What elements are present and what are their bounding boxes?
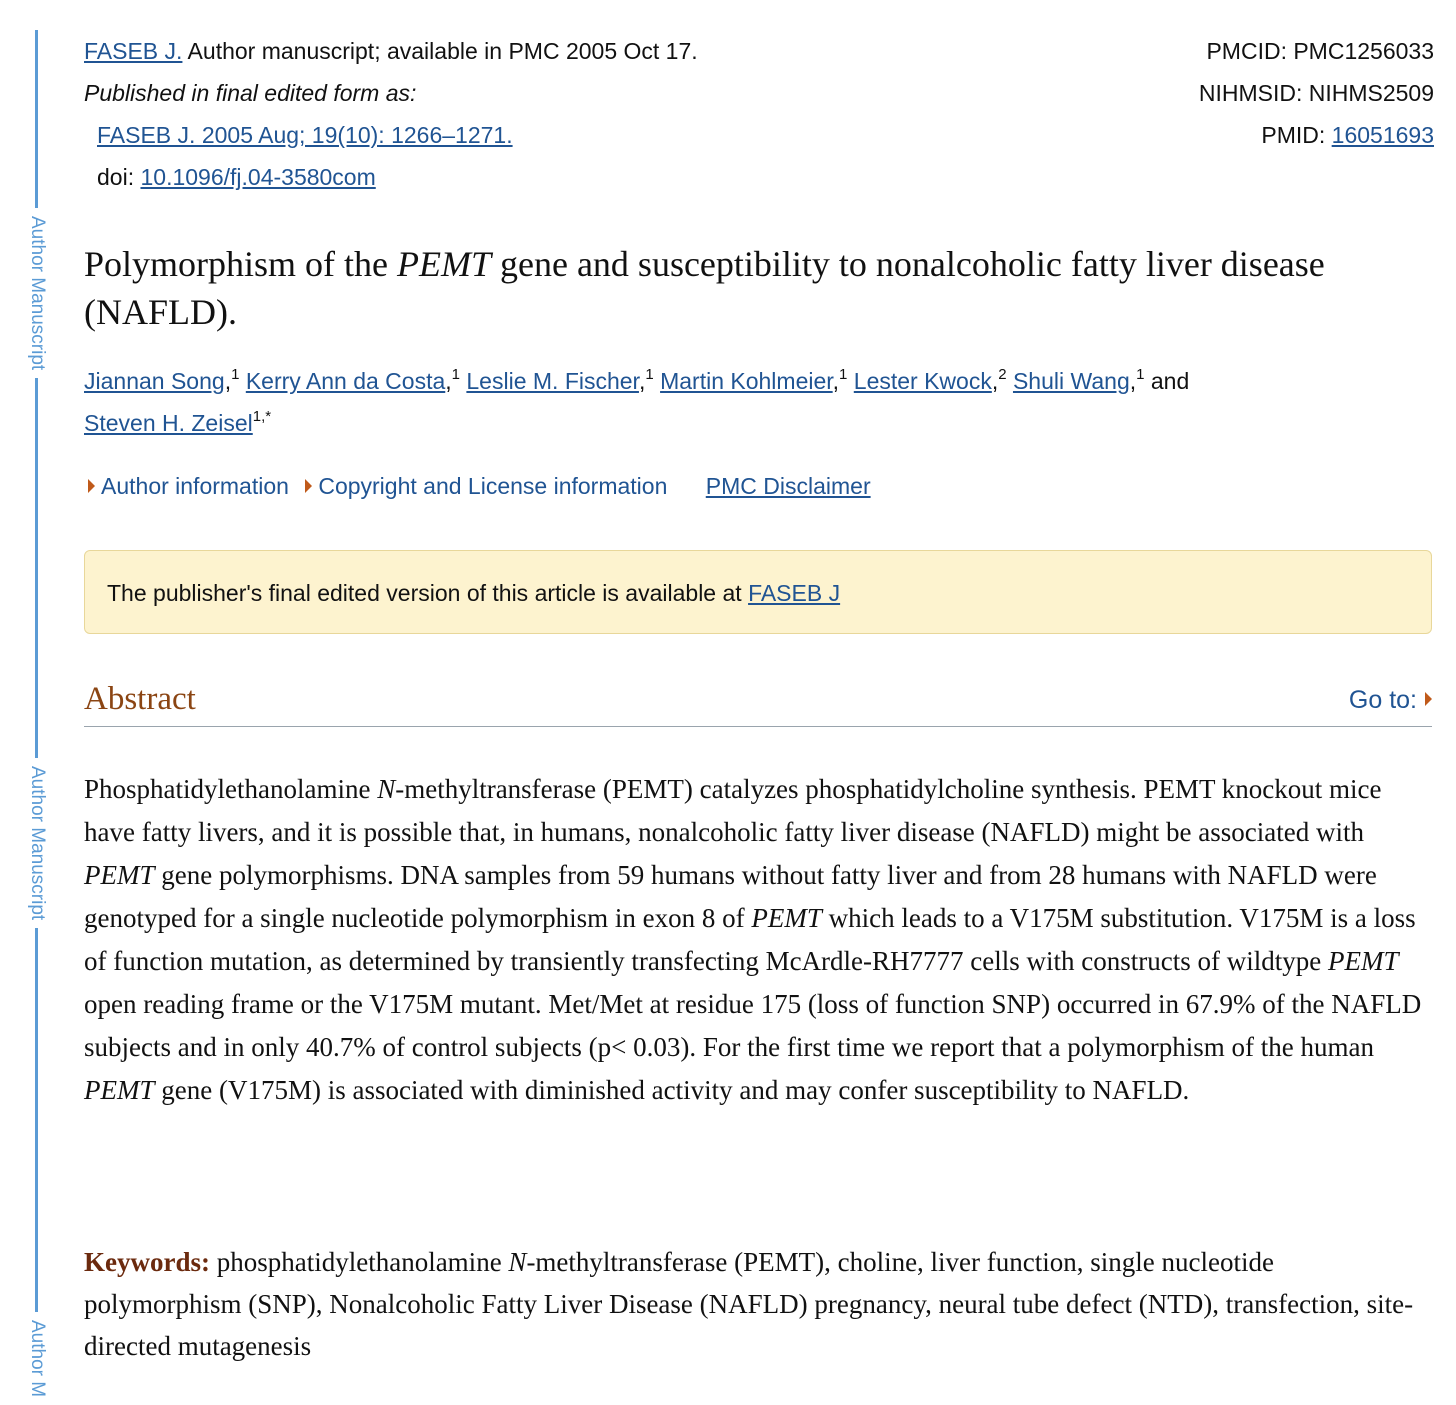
abstract-italic: PEMT — [84, 1075, 155, 1105]
goto-label: Go to: — [1348, 686, 1417, 714]
pmid-label: PMID: — [1261, 122, 1332, 148]
authors-and: and — [1150, 368, 1190, 394]
article-info-row — [84, 466, 871, 506]
author-link[interactable]: Lester Kwock — [853, 368, 992, 394]
journal-link[interactable]: FASEB J. — [84, 38, 183, 64]
pmid-line — [1199, 114, 1434, 156]
abstract-run: Phosphatidylethanolamine — [84, 774, 378, 804]
rail-label: Author Manuscript — [26, 208, 48, 378]
copyright-label: Copyright and License information — [318, 473, 668, 499]
author-link[interactable]: Shuli Wang — [1012, 368, 1130, 394]
published-as: Published in final edited form as: — [84, 80, 417, 106]
author-link[interactable]: Steven H. Zeisel — [84, 410, 253, 436]
abstract-italic: PEMT — [1327, 946, 1399, 976]
abstract-italic: PEMT — [84, 860, 155, 890]
author-link[interactable]: Martin Kohlmeier — [660, 368, 833, 394]
abstract-italic: N — [377, 774, 396, 804]
manuscript-line — [84, 30, 698, 72]
abstract-run: which leads to a V175M substitution. V175M is a loss of function mutation, as determined by transiently transfecting McArdle-RH7777 cells with constructs of wildtype — [84, 903, 1416, 976]
identifier-block — [1199, 30, 1434, 156]
abstract-run: open reading frame or the V175M mutant. Met/Met at residue 175 (loss of function SNP) occurred in 67.9% of the NAFLD subjects and in only 40.7% of control subjects (p< 0.03). For the first time we report that a polymorphism of the human — [84, 989, 1422, 1062]
title-text: Polymorphism of the — [84, 244, 397, 284]
keywords-italic: N — [508, 1247, 527, 1277]
citation-link[interactable]: FASEB J. 2005 Aug; 19(10): 1266–1271. — [97, 122, 513, 148]
rail-label: Author Manuscript — [26, 758, 48, 928]
expand-triangle-icon — [1425, 692, 1432, 706]
title-text: gene and susceptibility to nonalcoholic fatty liver disease (NAFLD). — [84, 244, 1325, 332]
pmc-disclaimer-link[interactable]: PMC Disclaimer — [705, 473, 871, 499]
abstract-run: gene (V175M) is associated with diminished activity and may confer susceptibility to NAFLD. — [154, 1075, 1190, 1105]
copyright-toggle[interactable] — [301, 473, 667, 499]
doi-label: doi: — [97, 164, 141, 190]
abstract-text — [84, 768, 1434, 1112]
author-affiliation: 1 — [451, 366, 460, 383]
abstract-section-header — [84, 672, 1432, 727]
publisher-version-notice — [84, 550, 1432, 634]
abstract-italic: PEMT — [751, 903, 822, 933]
author-affiliation: 1 — [1136, 366, 1145, 383]
author-manuscript-rail — [27, 30, 48, 1405]
abstract-heading: Abstract — [84, 681, 196, 717]
author-affiliation: 1 — [645, 366, 654, 383]
notice-journal-link[interactable]: FASEB J — [748, 580, 841, 606]
citation-block — [84, 30, 698, 198]
keywords-run: -methyltransferase (PEMT), choline, liver function, single nucleotide polymorphism (SNP), Nonalcoholic Fatty Liver Disease (NAFLD) pregnancy, neural tube defect (NTD), transfection, site-directed mutagenesis — [84, 1247, 1414, 1361]
author-affiliation: 1 — [231, 366, 240, 383]
expand-triangle-icon — [88, 479, 95, 493]
keywords-label: Keywords: — [84, 1247, 210, 1277]
doi-line — [84, 156, 698, 198]
article-title — [84, 240, 1414, 336]
goto-menu-button[interactable] — [1349, 672, 1432, 728]
author-link[interactable]: Jiannan Song — [84, 368, 225, 394]
author-information-toggle[interactable] — [84, 473, 289, 499]
nihmsid: NIHMSID: NIHMS2509 — [1198, 80, 1434, 106]
pmid-link[interactable]: 16051693 — [1331, 122, 1434, 148]
author-affiliation: 2 — [998, 366, 1007, 383]
notice-text: The publisher's final edited version of this article is available at — [107, 580, 749, 606]
doi-link[interactable]: 10.1096/fj.04-3580com — [140, 164, 376, 190]
author-link[interactable]: Kerry Ann da Costa — [245, 368, 446, 394]
keywords — [84, 1241, 1424, 1367]
pmcid: PMCID: PMC1256033 — [1206, 38, 1434, 64]
abstract-run: gene polymorphisms. DNA samples from 59 humans without fatty liver and from 28 humans with NAFLD were genotyped for a single nucleotide polymorphism in exon 8 of — [84, 860, 1377, 933]
author-affiliation: 1 — [839, 366, 848, 383]
author-list: Jiannan Song,$^1$ Kerry Ann da Costa,$^1$ Leslie M. Fischer,$^1$ Martin Kohlmeier,$^1$ Lester Kwock,$^2$ Shuli Wang,$^1$ and Steven H. Zeisel$^{1,*}$ — [84, 366, 1190, 436]
author-link[interactable]: Leslie M. Fischer — [466, 368, 639, 394]
author-affiliation: 1,* — [252, 408, 272, 425]
title-gene: PEMT — [397, 244, 491, 284]
manuscript-note: Author manuscript; available in PMC 2005 Oct 17. — [182, 38, 698, 64]
expand-triangle-icon — [305, 479, 312, 493]
author-information-label: Author information — [101, 473, 289, 499]
keywords-run: phosphatidylethanolamine — [209, 1247, 509, 1277]
abstract-run: -methyltransferase (PEMT) catalyzes phosphatidylcholine synthesis. PEMT knockout mice have fatty livers, and it is possible that, in humans, nonalcoholic fatty liver disease (NAFLD) might be associated with — [84, 774, 1382, 847]
rail-label: Author M — [26, 1312, 48, 1405]
citation-line — [84, 114, 698, 156]
